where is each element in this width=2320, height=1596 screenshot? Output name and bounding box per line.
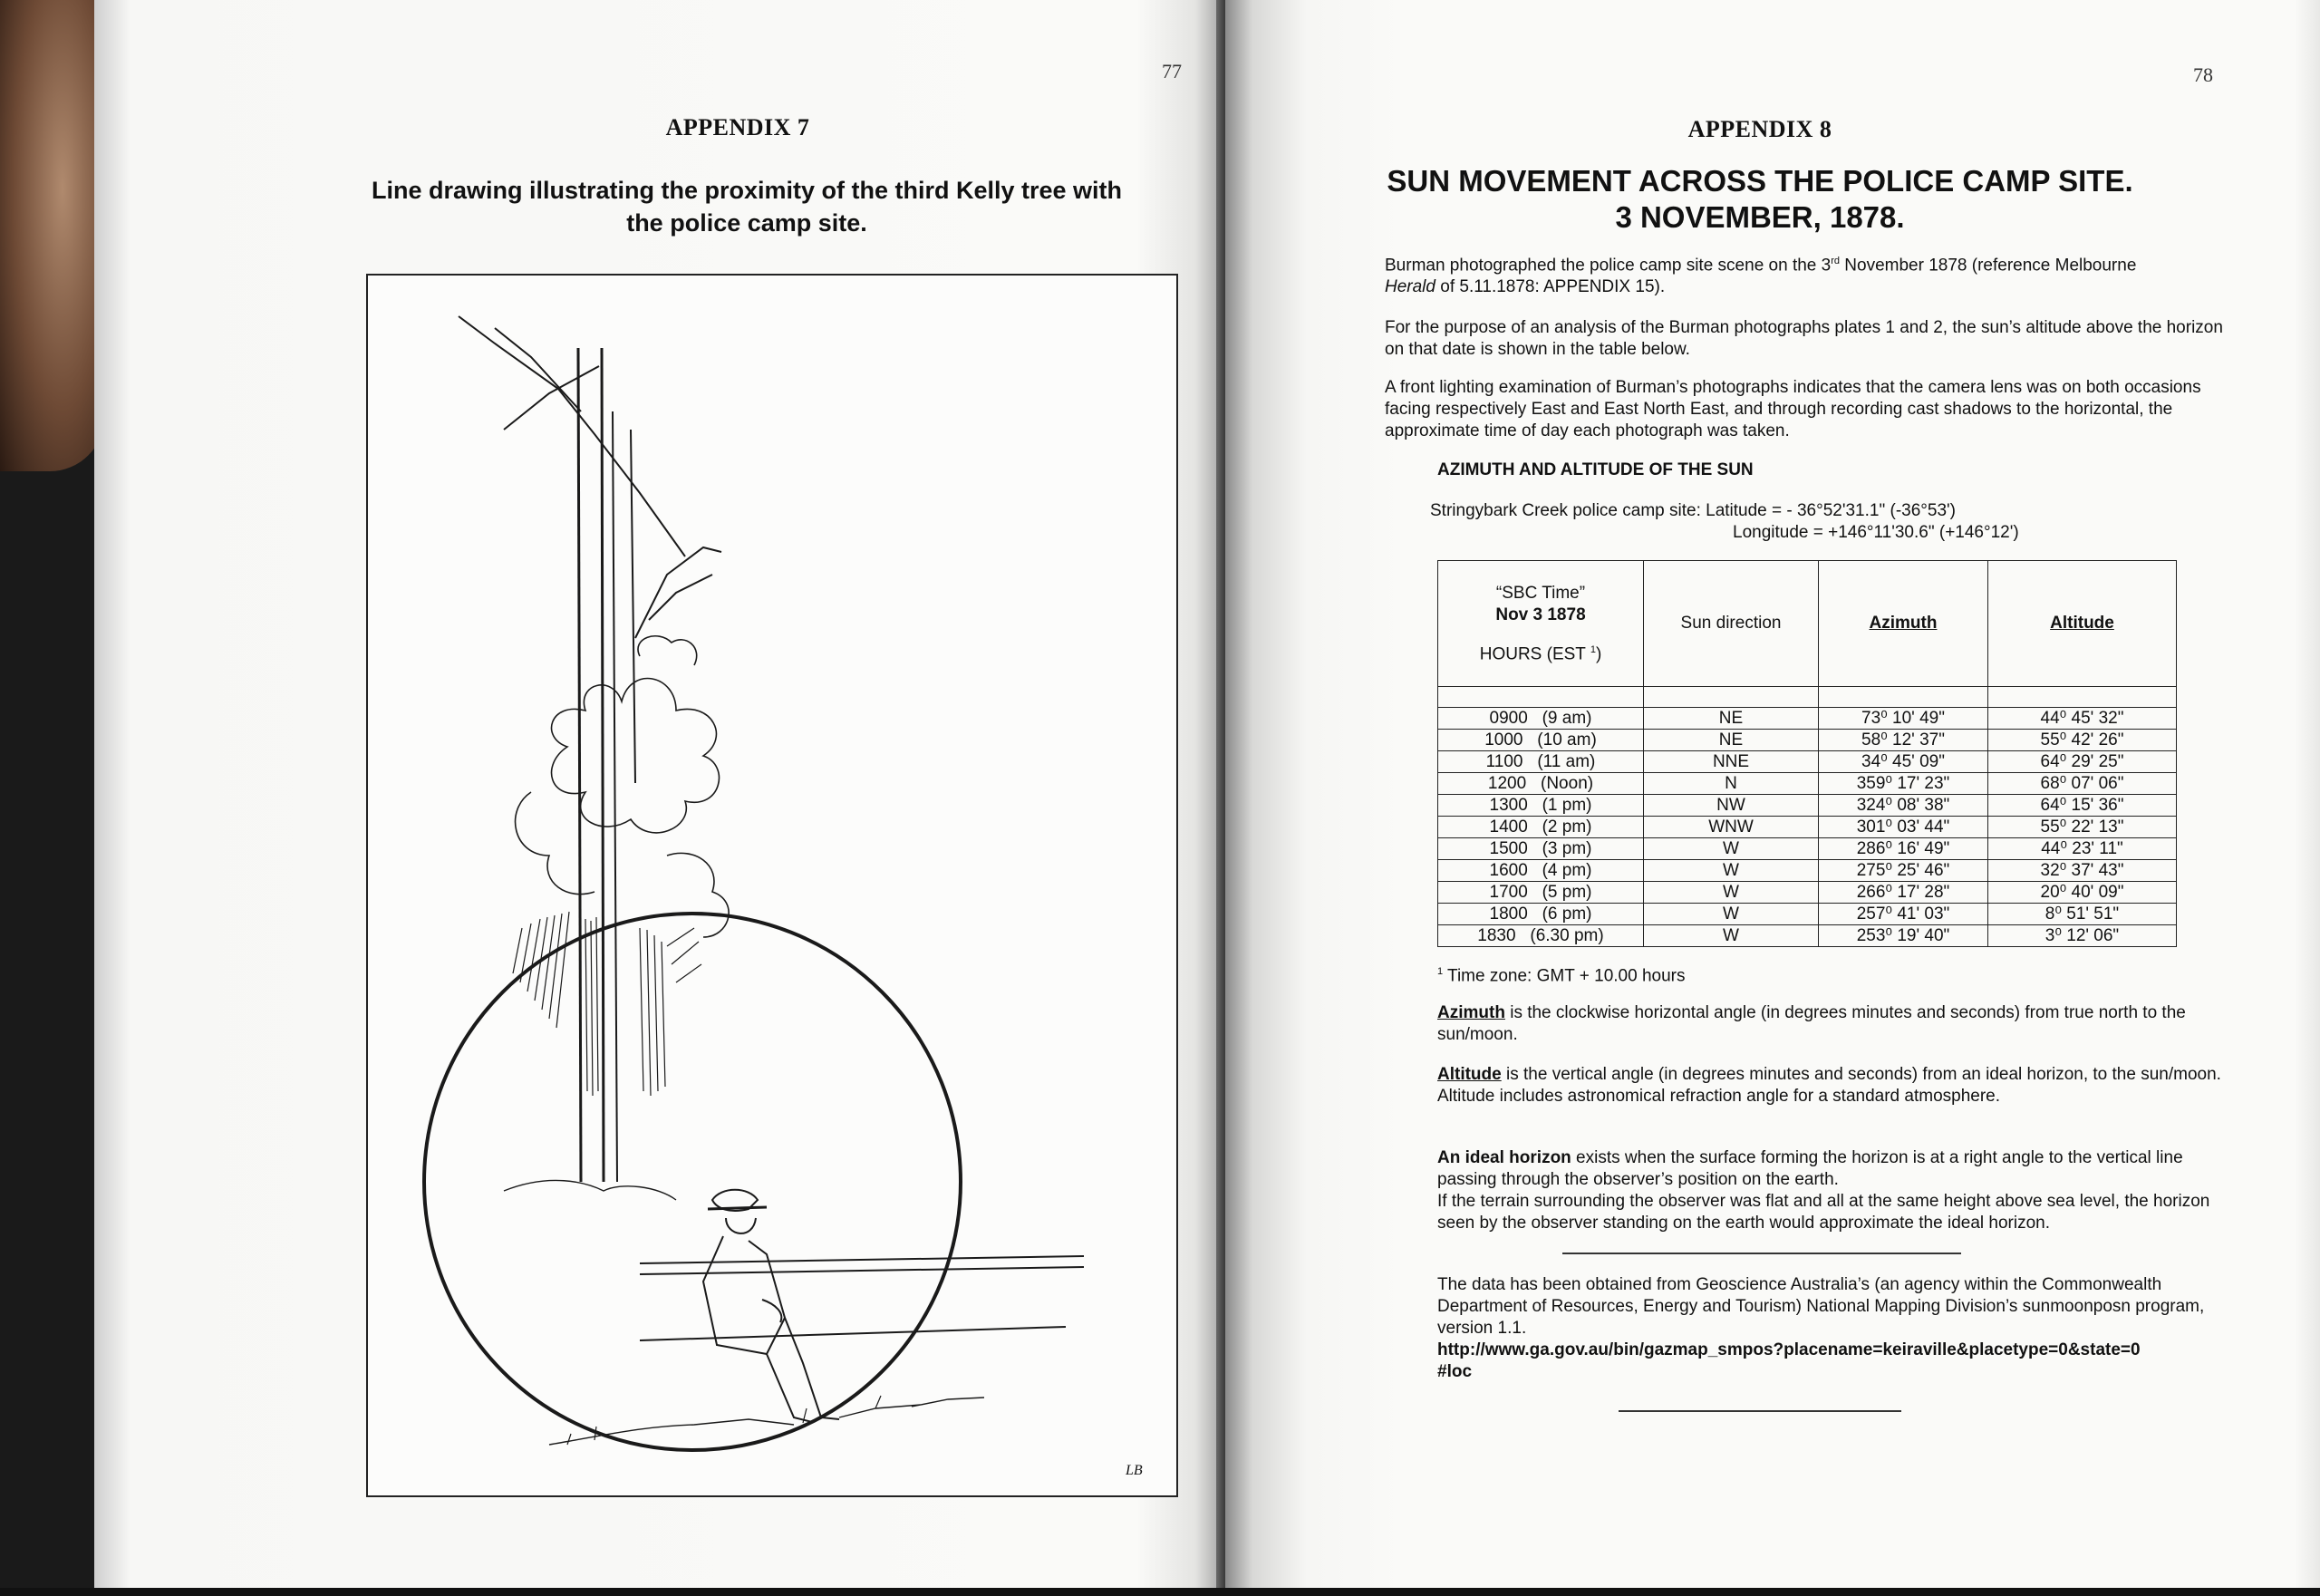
bottom-edge [0, 1588, 2320, 1596]
sun-position-table [1437, 560, 2177, 947]
source-link-anchor[interactable]: #loc [1437, 1362, 1473, 1381]
left-page [94, 0, 1227, 1591]
page-number: 78 [2193, 63, 2213, 86]
cell-alt: 8⁰ 51' 51" [1988, 904, 2177, 925]
cell-az: 58⁰ 12' 37" [1819, 730, 1988, 751]
section-heading: AZIMUTH AND ALTITUDE OF THE SUN [1437, 460, 1754, 479]
table-row [1438, 751, 2177, 773]
header-altitude: Altitude [1988, 561, 2177, 687]
cell-time: 1800 (6 pm) [1438, 904, 1644, 925]
cell-time: 1830 (6.30 pm) [1438, 925, 1644, 947]
cell-time: 1600 (4 pm) [1438, 860, 1644, 882]
table-header-row [1438, 561, 2177, 687]
caption-line-2: the police camp site. [626, 209, 867, 237]
footnote: $^1$ Time zone: GMT + 10.00 hours [1437, 966, 1686, 986]
cell-alt: 3⁰ 12' 06" [1988, 925, 2177, 947]
line-drawing [366, 274, 1178, 1497]
divider-line [1562, 1253, 1961, 1254]
cell-time: 1200 (Noon) [1438, 773, 1644, 795]
longitude-line: Longitude = +146°11'30.6" (+146°12') [1733, 523, 2019, 542]
header-azimuth: Azimuth [1819, 561, 1988, 687]
cell-alt: 32⁰ 37' 43" [1988, 860, 2177, 882]
table-row [1438, 708, 2177, 730]
artist-signature: LB [1126, 1463, 1143, 1478]
table-row [1438, 882, 2177, 904]
drawing-caption [276, 174, 1218, 239]
end-divider-line [1619, 1410, 1901, 1412]
cell-alt: 44⁰ 23' 11" [1988, 838, 2177, 860]
cell-az: 324⁰ 08' 38" [1819, 795, 1988, 817]
altitude-definition: Altitude is the vertical angle (in degrees minutes and seconds) from an ideal horizon, to the sun/moon. Altitude includes astronomical refraction angle for a standard atmosphere. [1437, 1065, 2221, 1106]
table-row [1438, 838, 2177, 860]
cell-dir: NW [1644, 795, 1819, 817]
title-line-1: SUN MOVEMENT ACROSS THE POLICE CAMP SITE. [1387, 164, 2133, 198]
cell-time: 0900 (9 am) [1438, 708, 1644, 730]
cell-az: 359⁰ 17' 23" [1819, 773, 1988, 795]
table-row [1438, 860, 2177, 882]
lighting-paragraph: A front lighting examination of Burman’s photographs indicates that the camera lens was on both occasions facing respectively East and East North East, and through recording cast shadows to the horizontal, the approximate time of day each photograph was taken. [1385, 378, 2201, 440]
cell-az: 257⁰ 41' 03" [1819, 904, 1988, 925]
right-page [1225, 0, 2320, 1591]
cell-alt: 44⁰ 45' 32" [1988, 708, 2177, 730]
cell-alt: 55⁰ 42' 26" [1988, 730, 2177, 751]
table-row [1438, 730, 2177, 751]
ideal-horizon-definition: An ideal horizon exists when the surface forming the horizon is at a right angle to the vertical line passing through the observer’s position on the earth. If the terrain surrounding the observer was flat and all at the same height above sea level, the horizon seen by the observer standing on the earth would approximate the ideal horizon. [1437, 1148, 2210, 1233]
cell-dir: W [1644, 925, 1819, 947]
tree-drawing-illustration [368, 276, 1176, 1495]
table-row [1438, 817, 2177, 838]
cell-time: 1100 (11 am) [1438, 751, 1644, 773]
cell-dir: NNE [1644, 751, 1819, 773]
cell-time: 1300 (1 pm) [1438, 795, 1644, 817]
table-row [1438, 773, 2177, 795]
azimuth-definition: Azimuth is the clockwise horizontal angle (in degrees minutes and seconds) from true north to the sun/moon. [1437, 1003, 2186, 1044]
cell-az: 301⁰ 03' 44" [1819, 817, 1988, 838]
cell-dir: WNW [1644, 817, 1819, 838]
cell-az: 275⁰ 25' 46" [1819, 860, 1988, 882]
caption-line-1: Line drawing illustrating the proximity of the third Kelly tree with [371, 177, 1123, 204]
cell-time: 1700 (5 pm) [1438, 882, 1644, 904]
cell-alt: 68⁰ 07' 06" [1988, 773, 2177, 795]
latitude-line: Stringybark Creek police camp site: Latitude = - 36°52'31.1" (-36°53') [1430, 501, 1956, 520]
cell-time: 1000 (10 am) [1438, 730, 1644, 751]
header-sun-direction: Sun direction [1644, 561, 1819, 687]
appendix-heading: APPENDIX 8 [1687, 116, 1832, 142]
cell-dir: N [1644, 773, 1819, 795]
thumb [0, 0, 104, 471]
cell-dir: NE [1644, 708, 1819, 730]
table-body [1438, 708, 2177, 947]
cell-az: 34⁰ 45' 09" [1819, 751, 1988, 773]
header-time: “SBC Time” Nov 3 1878 HOURS (EST $^1$) [1438, 561, 1644, 687]
cell-alt: 64⁰ 15' 36" [1988, 795, 2177, 817]
title-line-2: 3 NOVEMBER, 1878. [1615, 200, 1905, 234]
cell-dir: W [1644, 882, 1819, 904]
cell-time: 1400 (2 pm) [1438, 817, 1644, 838]
cell-alt: 55⁰ 22' 13" [1988, 817, 2177, 838]
appendix-heading: APPENDIX 7 [665, 114, 810, 140]
cell-time: 1500 (3 pm) [1438, 838, 1644, 860]
source-link[interactable]: http://www.ga.gov.au/bin/gazmap_smpos?placename=keiraville&placetype=0&state=0 [1437, 1340, 2141, 1359]
table-row [1438, 925, 2177, 947]
page-number: 77 [1162, 60, 1182, 82]
table-spacer-row [1438, 687, 2177, 708]
cell-az: 286⁰ 16' 49" [1819, 838, 1988, 860]
table-row [1438, 795, 2177, 817]
cell-dir: NE [1644, 730, 1819, 751]
cell-dir: W [1644, 904, 1819, 925]
purpose-paragraph: For the purpose of an analysis of the Burman photographs plates 1 and 2, the sun’s altitude above the horizon on that date is shown in the table below. [1385, 318, 2223, 359]
page-title [1361, 163, 2159, 236]
cell-alt: 20⁰ 40' 09" [1988, 882, 2177, 904]
table-row [1438, 904, 2177, 925]
source-paragraph: The data has been obtained from Geoscience Australia’s (an agency within the Commonwealth Department of Resources, Energy and Tourism) National Mapping Division’s sunmoonposn program, version 1.1. http://www.ga.gov.au/bin/gazmap_smpos?placename=keiraville&placetype=0&state=0 #loc [1437, 1275, 2205, 1381]
cell-alt: 64⁰ 29' 25" [1988, 751, 2177, 773]
cell-az: 253⁰ 19' 40" [1819, 925, 1988, 947]
intro-paragraph: Burman photographed the police camp site scene on the 3rd November 1878 (reference Melbourne Herald of 5.11.1878: APPENDIX 15). [1385, 256, 2137, 297]
cell-az: 73⁰ 10' 49" [1819, 708, 1988, 730]
cell-dir: W [1644, 838, 1819, 860]
cell-dir: W [1644, 860, 1819, 882]
cell-az: 266⁰ 17' 28" [1819, 882, 1988, 904]
